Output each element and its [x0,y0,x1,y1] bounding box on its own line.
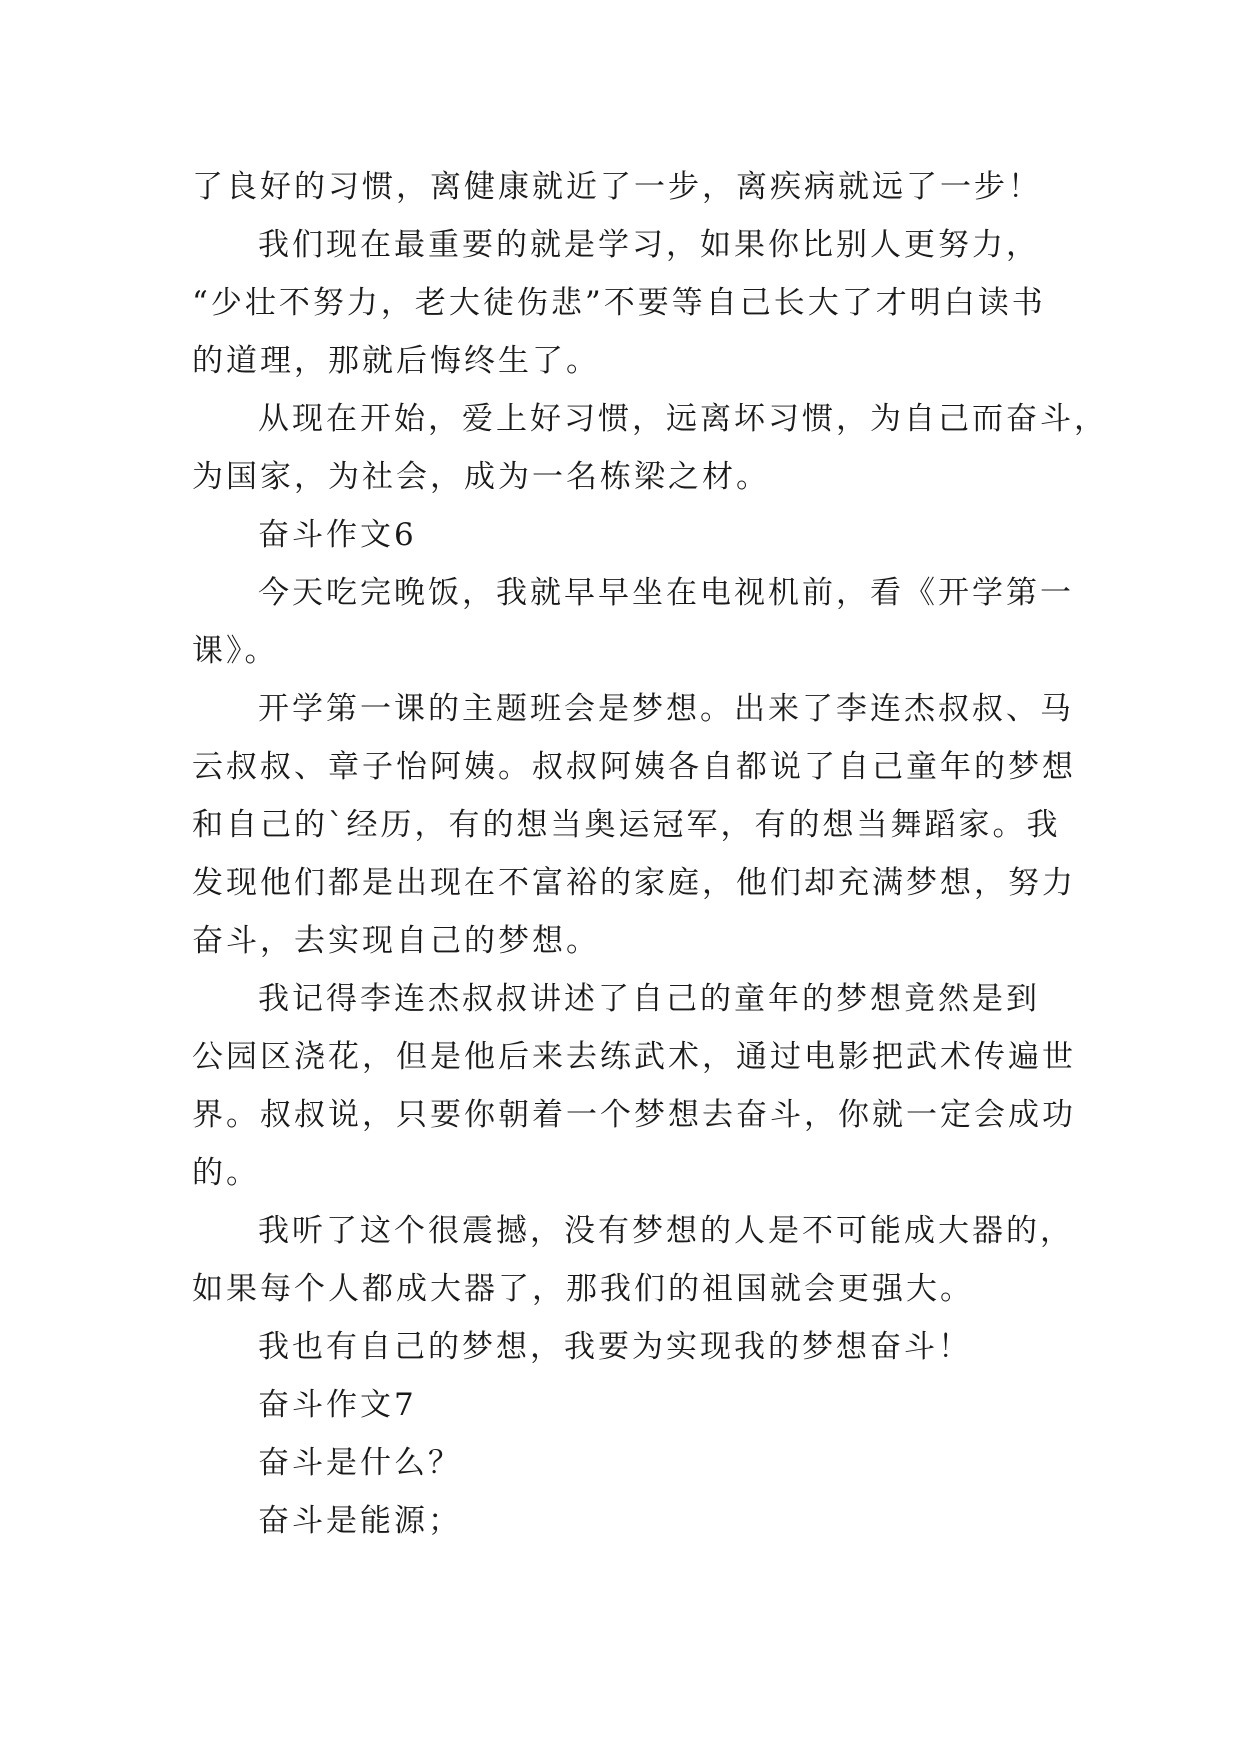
text-line: 奋斗，去实现自己的梦想。 [192,923,600,959]
text-line: 课》。 [192,633,279,669]
section-heading: 奋斗作文7 [258,1387,417,1423]
document-body [192,158,1108,1550]
paragraph-start-line: 奋斗是什么？ [258,1445,462,1481]
text-line: 如果每个人都成大器了，那我们的祖国就会更强大。 [192,1271,974,1307]
paragraph-start-line: 从现在开始，爱上好习惯，远离坏习惯，为自己而奋斗， [258,401,1108,437]
text-line: 的。 [192,1155,260,1191]
section-heading: 奋斗作文6 [258,517,417,553]
paragraph-start-line: 我们现在最重要的就是学习，如果你比别人更努力， [258,227,1040,263]
text-line: “少壮不努力，老大徒伤悲”不要等自己长大了才明白读书 [192,285,1046,321]
text-line: 云叔叔、章子怡阿姨。叔叔阿姨各自都说了自己童年的梦想 [192,749,1076,785]
text-line: 界。叔叔说，只要你朝着一个梦想去奋斗，你就一定会成功 [192,1097,1076,1133]
text-line: 的道理，那就后悔终生了。 [192,343,600,379]
text-line: 发现他们都是出现在不富裕的家庭，他们却充满梦想，努力 [192,865,1076,901]
text-line: 为国家，为社会，成为一名栋梁之材。 [192,459,770,495]
paragraph-start-line: 我也有自己的梦想，我要为实现我的梦想奋斗！ [258,1329,972,1365]
text-line: 公园区浇花，但是他后来去练武术，通过电影把武术传遍世 [192,1039,1076,1075]
paragraph-start-line: 奋斗是能源； [258,1503,462,1539]
text-line: 和自己的`经历，有的想当奥运冠军，有的想当舞蹈家。我 [192,807,1061,843]
text-line: 了良好的习惯，离健康就近了一步，离疾病就远了一步！ [192,169,1042,205]
paragraph-start-line: 我记得李连杰叔叔讲述了自己的童年的梦想竟然是到 [258,981,1040,1017]
paragraph-start-line: 我听了这个很震撼，没有梦想的人是不可能成大器的， [258,1213,1074,1249]
paragraph-start-line: 开学第一课的主题班会是梦想。出来了李连杰叔叔、马 [258,691,1074,727]
paragraph-start-line: 今天吃完晚饭，我就早早坐在电视机前，看《开学第一 [258,575,1074,611]
